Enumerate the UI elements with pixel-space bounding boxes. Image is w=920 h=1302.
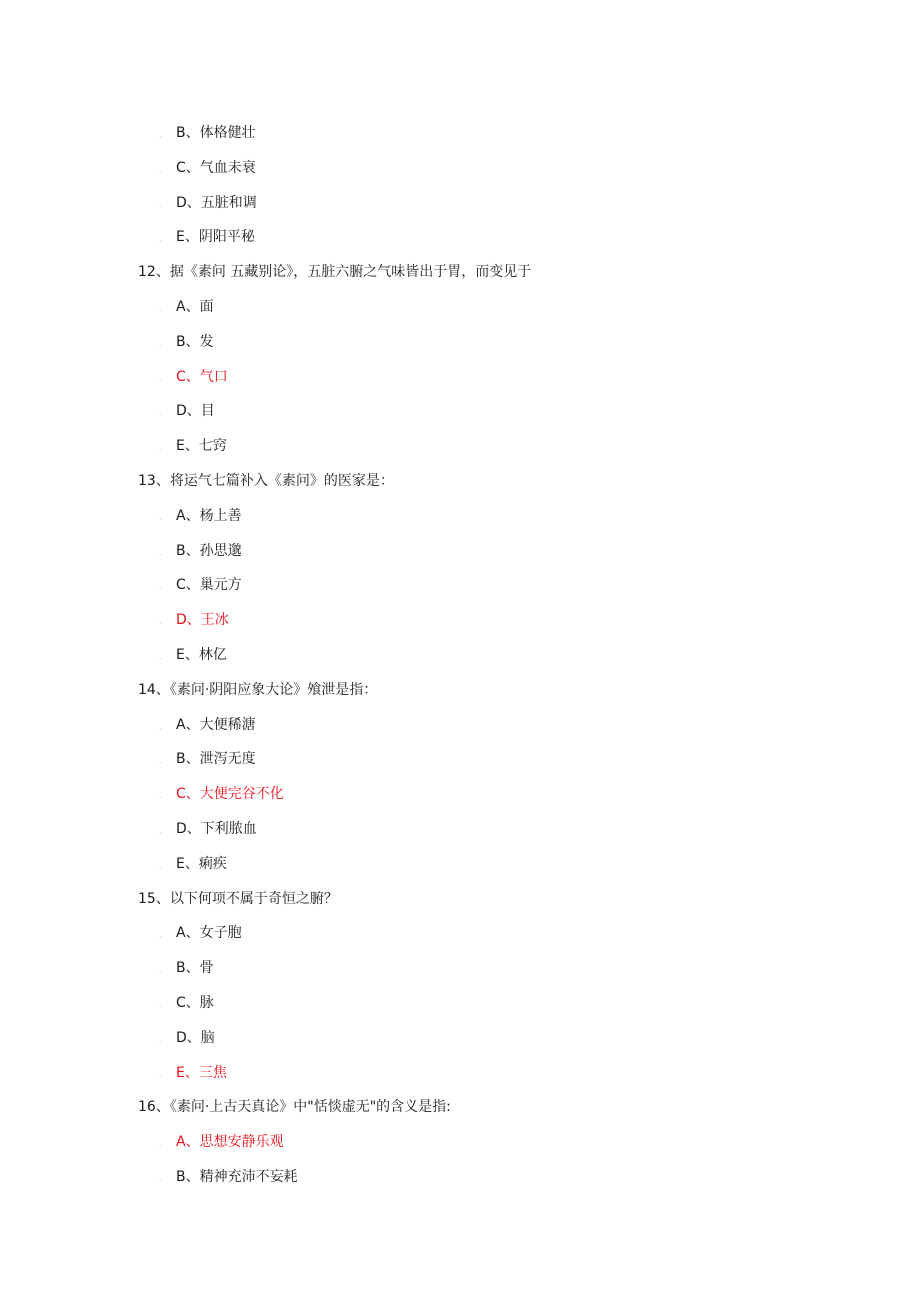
option-label: E、林亿 [176,647,227,663]
option-label: C、巢元方 [176,577,242,593]
option-label: A、面 [176,299,214,315]
option-label: B、精神充沛不妄耗 [176,1169,298,1185]
question-text [138,1096,451,1118]
option-marker: . [159,1175,162,1183]
option-marker: . [159,235,162,243]
answer-option-correct [159,366,228,388]
option-label: B、泄泻无度 [176,751,256,767]
answer-option [159,540,242,562]
option-label: D、目 [176,403,215,419]
option-marker: . [159,444,162,452]
option-marker: . [159,792,162,800]
answer-option [159,574,242,596]
option-label: D、王冰 [176,612,229,628]
option-marker: . [159,757,162,765]
question-label: 14、《素问·阴阳应象大论》飧泄是指： [138,682,378,698]
option-label: B、骨 [176,960,214,976]
answer-option [159,922,242,944]
answer-option-correct [159,1062,227,1084]
option-marker: . [159,618,162,626]
option-label: C、气口 [176,369,228,385]
option-marker: . [159,966,162,974]
option-marker: . [159,862,162,870]
answer-option [159,226,255,248]
answer-option-correct [159,1131,284,1153]
option-marker: . [159,409,162,417]
question-label: 15、以下何项不属于奇恒之腑？ [138,891,338,907]
option-label: A、女子胞 [176,925,242,941]
answer-option [159,400,215,422]
answer-option [159,331,214,353]
answer-option [159,714,256,736]
answer-option [159,1166,298,1188]
option-label: E、三焦 [176,1065,227,1081]
option-label: C、大便完谷不化 [176,786,284,802]
question-label: 16、《素问·上古天真论》中"恬惔虚无"的含义是指: [138,1099,451,1115]
question-text [138,679,377,701]
answer-option [159,644,227,666]
question-label: 12、据《素问 五藏别论》，五脏六腑之气味皆出于胃，而变见于 [138,264,532,280]
option-label: C、脉 [176,995,214,1011]
option-marker: . [159,653,162,661]
option-marker: . [159,166,162,174]
option-marker: . [159,375,162,383]
option-marker: . [159,583,162,591]
option-label: A、大便稀溏 [176,717,256,733]
answer-option [159,192,257,214]
option-label: B、孙思邈 [176,543,242,559]
option-marker: . [159,1036,162,1044]
option-label: B、发 [176,334,214,350]
option-marker: . [159,305,162,313]
answer-option [159,957,214,979]
question-text [138,470,394,492]
question-text [138,261,531,283]
answer-option [159,157,256,179]
option-marker: . [159,931,162,939]
option-label: A、杨上善 [176,508,242,524]
answer-option [159,818,257,840]
question-label: 13、将运气七篇补入《素问》的医家是： [138,473,394,489]
answer-option [159,853,227,875]
answer-option [159,435,227,457]
option-marker: . [159,1071,162,1079]
option-label: E、痢疾 [176,856,227,872]
option-marker: . [159,201,162,209]
option-marker: . [159,827,162,835]
answer-option [159,748,256,770]
option-marker: . [159,1140,162,1148]
option-marker: . [159,340,162,348]
answer-option [159,122,256,144]
option-label: E、七窍 [176,438,227,454]
option-label: B、体格健壮 [176,125,256,141]
answer-option-correct [159,783,284,805]
option-label: A、思想安静乐观 [176,1134,284,1150]
answer-option [159,296,214,318]
option-marker: . [159,514,162,522]
answer-option [159,1027,215,1049]
option-label: D、下利脓血 [176,821,257,837]
answer-option-correct [159,609,229,631]
answer-option [159,505,242,527]
option-label: E、阴阳平秘 [176,229,255,245]
option-label: D、五脏和调 [176,195,257,211]
option-marker: . [159,549,162,557]
option-label: D、脑 [176,1030,215,1046]
question-text [138,888,338,910]
option-marker: . [159,1001,162,1009]
option-marker: . [159,131,162,139]
option-label: C、气血未衰 [176,160,256,176]
answer-option [159,992,214,1014]
option-marker: . [159,723,162,731]
